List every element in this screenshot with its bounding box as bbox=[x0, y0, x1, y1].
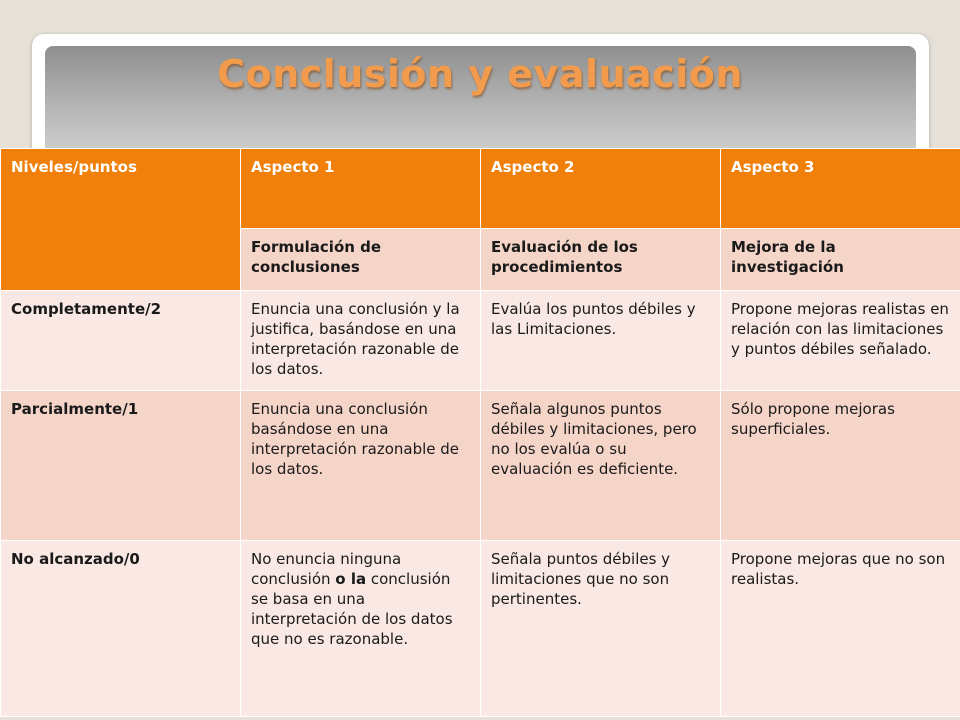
table-cell: Señala puntos débiles y limitaciones que no son pertinentes. bbox=[481, 541, 721, 717]
table-row bbox=[1, 291, 960, 391]
cell-text-bold: o la bbox=[335, 570, 367, 588]
header-levels: Niveles/puntos bbox=[1, 149, 241, 291]
table-cell: Propone mejoras que no son realistas. bbox=[721, 541, 960, 717]
rubric-table bbox=[0, 148, 960, 717]
cell-text: No enuncia ninguna conclusión bbox=[251, 550, 402, 588]
subheader-aspect-3: Mejora de la investigación bbox=[721, 229, 960, 291]
table-cell: Señala algunos puntos débiles y limitaciones, pero no los evalúa o su evaluación es deficiente. bbox=[481, 391, 721, 541]
subheader-aspect-1: Formulación de conclusiones bbox=[241, 229, 481, 291]
table-cell: Enuncia una conclusión y la justifica, basándose en una interpretación razonable de los datos. bbox=[241, 291, 481, 391]
table-cell bbox=[241, 541, 481, 717]
cell-text: conclusión se basa en una interpretación de los datos que no es razonable. bbox=[251, 570, 453, 648]
header-aspect-2: Aspecto 2 bbox=[481, 149, 721, 229]
table-cell: Propone mejoras realistas en relación con las limitaciones y puntos débiles señalado. bbox=[721, 291, 960, 391]
slide-title: Conclusión y evaluación bbox=[217, 52, 743, 96]
header-aspect-3: Aspecto 3 bbox=[721, 149, 960, 229]
subheader-aspect-2: Evaluación de los procedimientos bbox=[481, 229, 721, 291]
table-row bbox=[1, 541, 960, 717]
table-cell: Enuncia una conclusión basándose en una interpretación razonable de los datos. bbox=[241, 391, 481, 541]
table-cell: Sólo propone mejoras superficiales. bbox=[721, 391, 960, 541]
level-label: Parcialmente/1 bbox=[1, 391, 241, 541]
level-label: Completamente/2 bbox=[1, 291, 241, 391]
header-aspect-1: Aspecto 1 bbox=[241, 149, 481, 229]
level-label: No alcanzado/0 bbox=[1, 541, 241, 717]
table-row bbox=[1, 391, 960, 541]
header-row bbox=[1, 149, 960, 229]
table-cell: Evalúa los puntos débiles y las Limitaciones. bbox=[481, 291, 721, 391]
